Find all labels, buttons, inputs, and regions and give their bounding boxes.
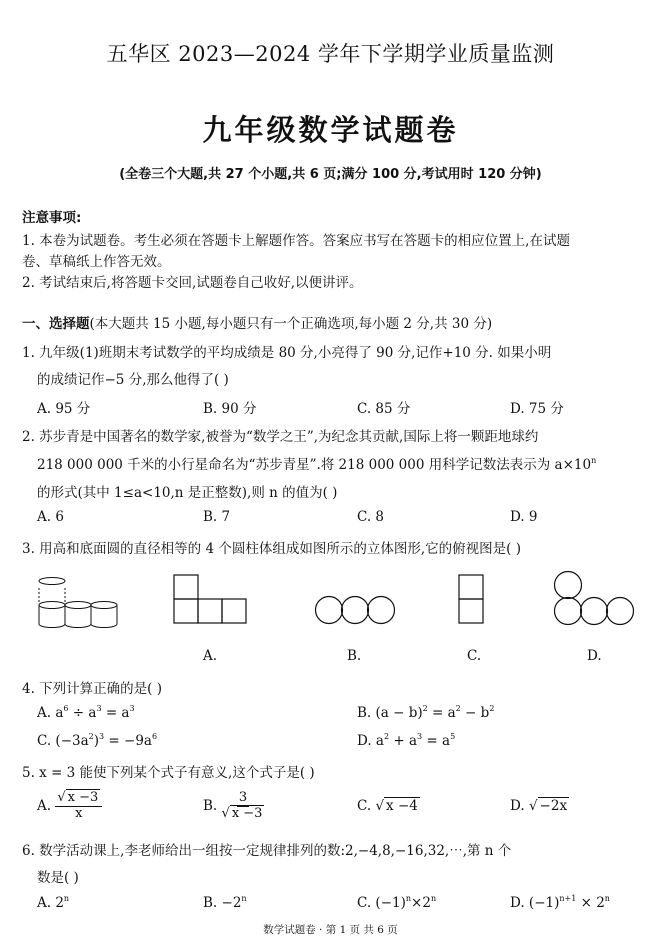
- q1-option-a: A. 95 分: [37, 401, 91, 417]
- q5-option-b: B. $\frac{3}{√ x -3}$: [203, 790, 263, 821]
- q1-stem-line-1: 1. 九年级(1)班期末考试数学的平均成绩是 80 分,小亮得了 90 分,记作+10 分. 如果小明: [22, 345, 552, 361]
- q2-stem-line-2: 218 000 000 千米的小行星命名为“苏步青星”.将 218 000 000 用科学记数法表示为 $a\times 10^n$: [37, 456, 597, 473]
- q3-stem: 3. 用高和底面圆的直径相等的 4 个圆柱体组成如图所示的立体图形,它的俯视图是( ): [22, 541, 521, 557]
- q3-option-d-label: D.: [587, 648, 602, 664]
- q2-option-b: B. 7: [203, 509, 231, 525]
- q3-solid-figure: [32, 574, 127, 632]
- q3-option-b-figure: [314, 594, 396, 626]
- section-1-label: 一、选择题: [22, 316, 90, 332]
- q1-option-d: D. 75 分: [510, 401, 564, 417]
- q6-option-b: B. $-2^n$: [203, 894, 247, 911]
- q4-stem: 4. 下列计算正确的是( ): [22, 681, 162, 697]
- q3-option-d-figure: [553, 570, 635, 628]
- q4-option-d: D. $a^2 + a^3 = a^5$: [357, 732, 456, 749]
- q2-option-a: A. 6: [37, 509, 64, 525]
- q2-stem-line-1: 2. 苏步青是中国著名的数学家,被誉为“数学之王”,为纪念其贡献,国际上将一颗距地球约: [22, 429, 539, 445]
- q1-option-c: C. 85 分: [357, 401, 411, 417]
- q3-option-c-figure: [457, 573, 487, 627]
- exam-title: 五华区 2023—2024 学年下学期学业质量监测: [106, 42, 555, 66]
- q4-option-b: B. $(a - b)^2 = a^2 - b^2$: [357, 704, 495, 721]
- q5-option-d: D. √ −2x: [510, 798, 568, 814]
- paper-title: 九年级数学试题卷: [202, 113, 459, 147]
- q4-option-c: C. $(-3a^2)^3 = -9a^6$: [37, 732, 158, 749]
- q6-option-d: D. $(-1)^{n+1} \times 2^n$: [510, 894, 610, 911]
- q6-stem-line-2: 数是( ): [37, 870, 79, 886]
- q3-option-c-label: C.: [467, 648, 482, 664]
- q3-option-a-label: A.: [203, 648, 218, 664]
- q5-option-b-fraction: $\frac{3}{√ x -3}$: [221, 790, 263, 821]
- q4-option-a: A. $a^6 \div a^3 = a^3$: [37, 704, 135, 721]
- q3-option-b-label: B.: [347, 648, 362, 664]
- note-2: 2. 考试结束后,将答题卡交回,试题卷自己收好,以便讲评。: [22, 275, 363, 291]
- q5-option-a: A. $\frac{√ x -3}{x}$: [37, 791, 102, 822]
- q1-option-b: B. 90 分: [203, 401, 257, 417]
- q6-option-c: C. $(-1)^n\times 2^n$: [357, 894, 437, 911]
- q2-option-c: C. 8: [357, 509, 385, 525]
- section-1-desc: (本大题共 15 小题,每小题只有一个正确选项,每小题 2 分,共 30 分): [89, 316, 493, 332]
- q6-option-a: A. 2$^n$: [37, 894, 70, 911]
- q2-option-d: D. 9: [510, 509, 538, 525]
- page-footer: 数学试题卷 · 第 1 页 共 6 页: [263, 924, 398, 936]
- paper-info: (全卷三个大题,共 27 个小题,共 6 页;满分 100 分,考试用时 120 分钟): [119, 167, 542, 182]
- note-1-line-1: 1. 本卷为试题卷。考生必须在答题卡上解题作答。答案应书写在答题卡的相应位置上,在试题: [22, 233, 570, 249]
- q1-stem-line-2: 的成绩记作−5 分,那么他得了( ): [37, 372, 229, 388]
- q2-stem-line-3: 的形式(其中 1≤a<10,n 是正整数),则 n 的值为( ): [37, 485, 338, 501]
- q6-stem-line-1: 6. 数学活动课上,李老师给出一组按一定规律排列的数:2,−4,8,−16,32,⋯,第 n 个: [22, 843, 512, 859]
- q5-option-c: C. √ x −4: [357, 798, 418, 814]
- note-1-line-2: 卷、草稿纸上作答无效。: [22, 254, 171, 270]
- q5-stem: 5. x = 3 能使下列某个式子有意义,这个式子是( ): [22, 765, 315, 781]
- q3-option-a-figure: [172, 573, 250, 627]
- section-1-heading: [22, 312, 492, 332]
- q5-option-a-fraction: $\frac{√ x -3}{x}$: [55, 791, 102, 822]
- notes-heading: 注意事项:: [22, 210, 82, 226]
